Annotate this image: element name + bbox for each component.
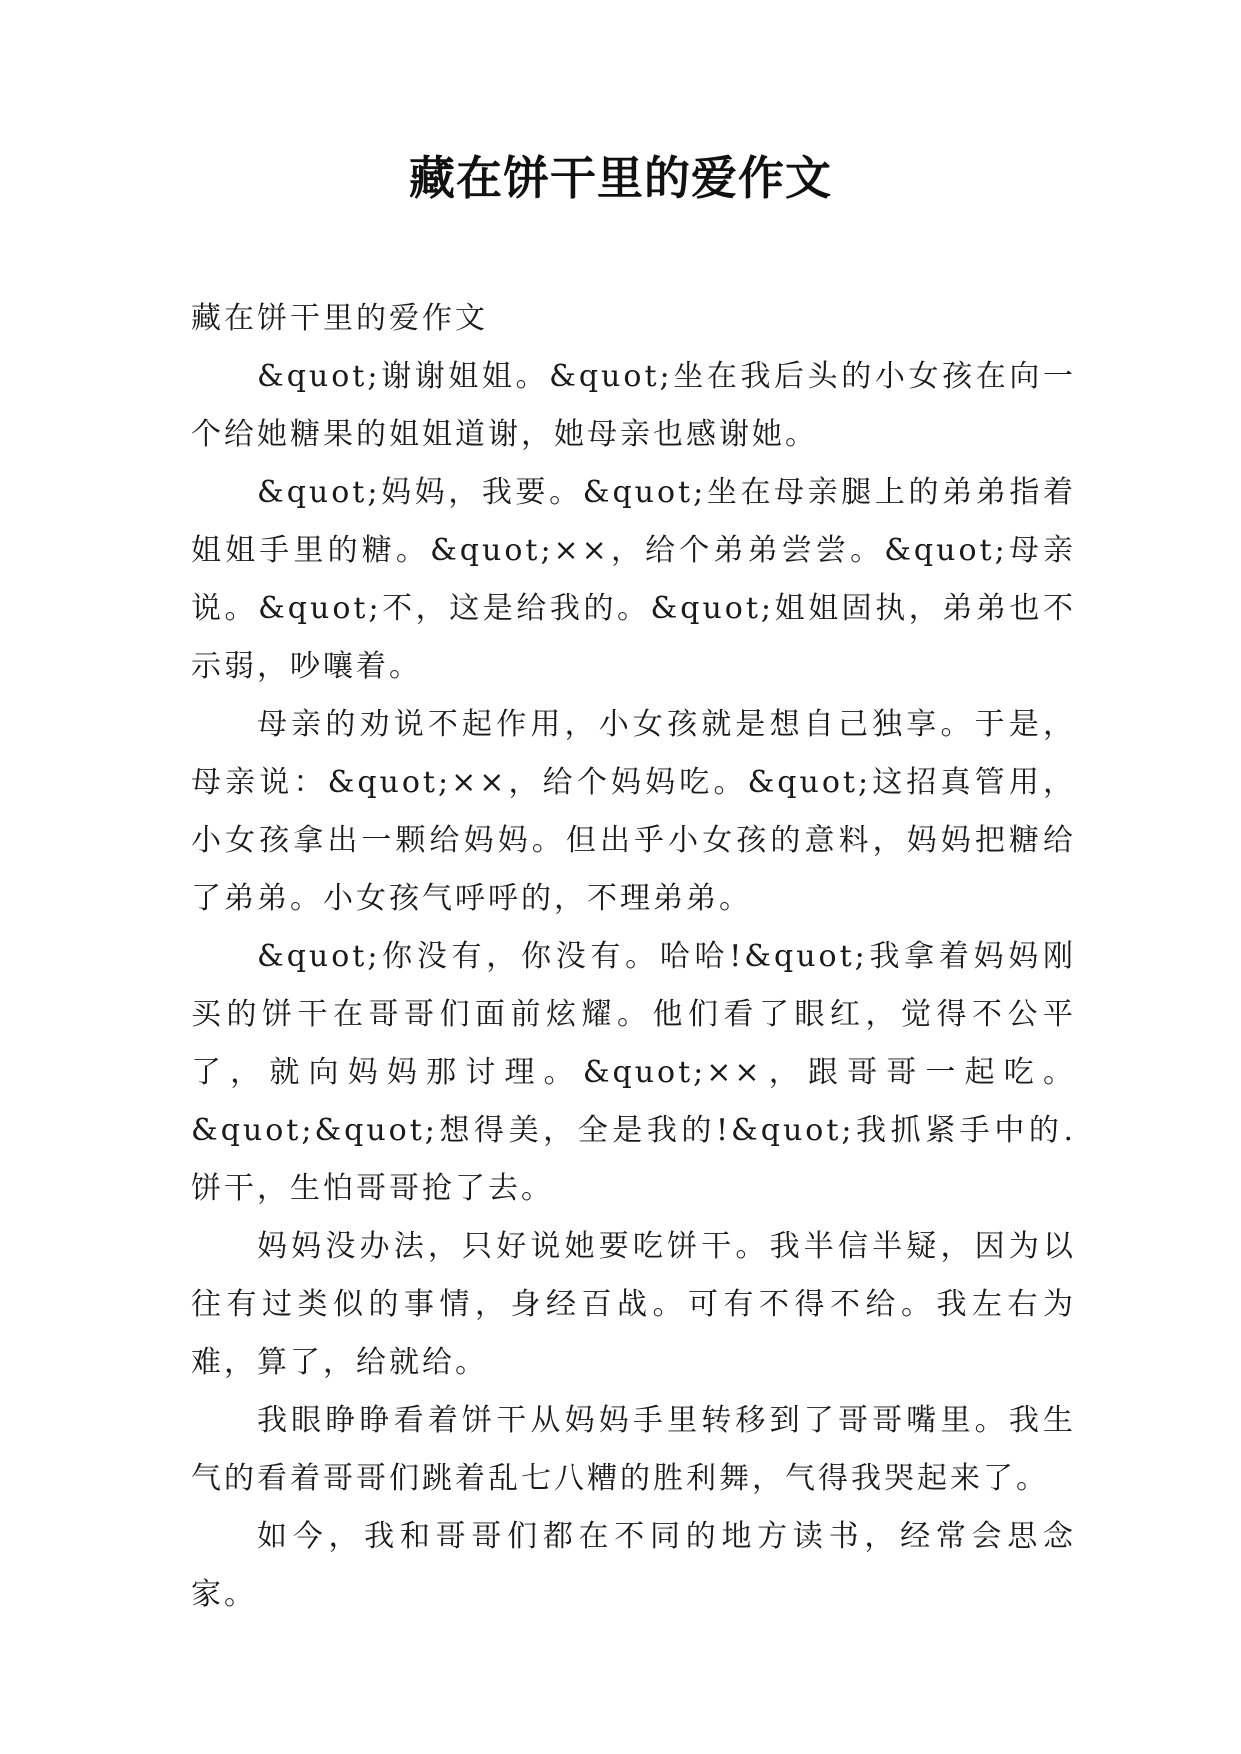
document-subtitle: 藏在饼干里的爱作文 xyxy=(191,301,488,336)
paragraph: 我眼睁睁看着饼干从妈妈手里转移到了哥哥嘴里。我生气的看着哥哥们跳着乱七八糟的胜利舞，气得我哭起来了。 xyxy=(191,1403,1076,1496)
paragraph: &quot;妈妈，我要。&quot;坐在母亲腿上的弟弟指着姐姐手里的糖。&quot;××，给个弟弟尝尝。&quot;母亲说。&quot;不，这是给我的。&quot;姐姐固执，弟弟也不示弱，吵嚷着。 xyxy=(191,475,1076,684)
paragraph: 妈妈没办法，只好说她要吃饼干。我半信半疑，因为以往有过类似的事情，身经百战。可有不得不给。我左右为难，算了，给就给。 xyxy=(191,1229,1076,1380)
document-title: 藏在饼干里的爱作文 xyxy=(409,151,832,205)
paragraph: 母亲的劝说不起作用，小女孩就是想自己独享。于是，母亲说：&quot;××，给个妈妈吃。&quot;这招真管用，小女孩拿出一颗给妈妈。但出乎小女孩的意料，妈妈把糖给了弟弟。小女孩气呼呼的，不理弟弟。 xyxy=(191,707,1076,916)
paragraph: &quot;你没有，你没有。哈哈!&quot;我拿着妈妈刚买的饼干在哥哥们面前炫耀。他们看了眼红，觉得不公平了，就向妈妈那讨理。&quot;××，跟哥哥一起吃。&quot;&quot;想得美，全是我的!&quot;我抓紧手中的.饼干，生怕哥哥抢了去。 xyxy=(191,939,1076,1206)
paragraph: &quot;谢谢姐姐。&quot;坐在我后头的小女孩在向一个给她糖果的姐姐道谢，她母亲也感谢她。 xyxy=(191,359,1076,452)
paragraph: 如今，我和哥哥们都在不同的地方读书，经常会思念家。 xyxy=(191,1519,1076,1612)
document-body xyxy=(191,290,1076,1624)
